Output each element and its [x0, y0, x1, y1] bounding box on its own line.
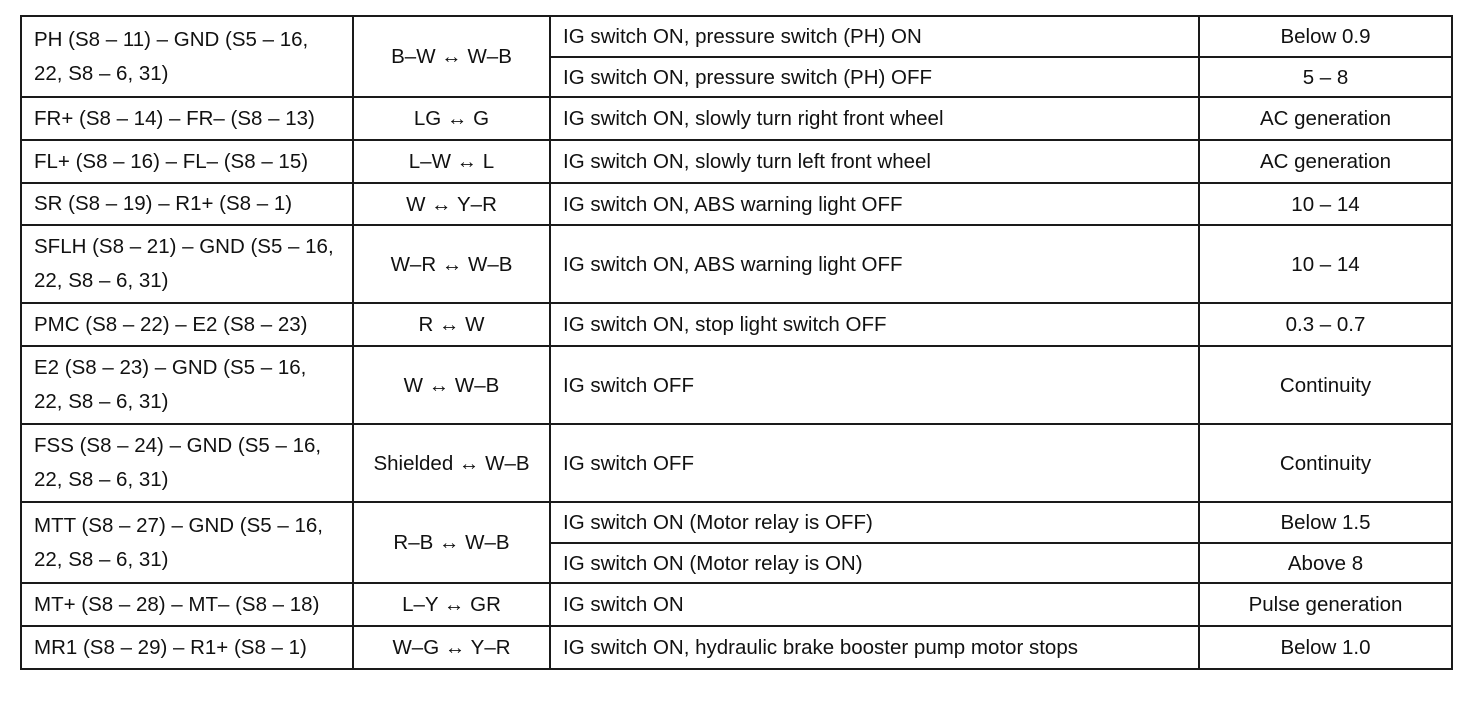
condition-cell: IG switch ON, pressure switch (PH) OFF	[550, 57, 1199, 97]
table-row	[21, 346, 1452, 424]
table-row	[21, 140, 1452, 183]
specified-condition-cell: Below 0.9	[1199, 16, 1452, 57]
wiring-color-cell: Shielded ↔ W–B	[353, 424, 550, 502]
terminal-cell: PH (S8 – 11) – GND (S5 – 16, 22, S8 – 6, 31)	[21, 16, 353, 97]
specified-condition-cell: 0.3 – 0.7	[1199, 303, 1452, 346]
specified-condition-cell: 5 – 8	[1199, 57, 1452, 97]
condition-cell: IG switch OFF	[550, 424, 1199, 502]
table-row	[21, 502, 1452, 543]
table-row	[21, 424, 1452, 502]
condition-cell: IG switch OFF	[550, 346, 1199, 424]
inspection-table-body	[21, 16, 1452, 669]
table-row	[21, 183, 1452, 225]
specified-condition-cell: Above 8	[1199, 543, 1452, 583]
terminal-cell: MR1 (S8 – 29) – R1+ (S8 – 1)	[21, 626, 353, 669]
wiring-color-cell: L–Y ↔ GR	[353, 583, 550, 626]
wiring-color-cell: B–W ↔ W–B	[353, 16, 550, 97]
table-row	[21, 583, 1452, 626]
terminal-cell: MT+ (S8 – 28) – MT– (S8 – 18)	[21, 583, 353, 626]
wiring-color-cell: R–B ↔ W–B	[353, 502, 550, 583]
condition-cell: IG switch ON, ABS warning light OFF	[550, 183, 1199, 225]
condition-cell: IG switch ON, ABS warning light OFF	[550, 225, 1199, 303]
table-row	[21, 225, 1452, 303]
condition-cell: IG switch ON, slowly turn left front wheel	[550, 140, 1199, 183]
terminal-cell: FR+ (S8 – 14) – FR– (S8 – 13)	[21, 97, 353, 140]
terminal-cell: SFLH (S8 – 21) – GND (S5 – 16, 22, S8 – 6, 31)	[21, 225, 353, 303]
terminal-cell: MTT (S8 – 27) – GND (S5 – 16, 22, S8 – 6, 31)	[21, 502, 353, 583]
wiring-color-cell: W ↔ Y–R	[353, 183, 550, 225]
wiring-color-cell: W–G ↔ Y–R	[353, 626, 550, 669]
specified-condition-cell: AC generation	[1199, 140, 1452, 183]
terminal-cell: SR (S8 – 19) – R1+ (S8 – 1)	[21, 183, 353, 225]
wiring-color-cell: LG ↔ G	[353, 97, 550, 140]
condition-cell: IG switch ON, slowly turn right front wheel	[550, 97, 1199, 140]
terminal-cell: FSS (S8 – 24) – GND (S5 – 16, 22, S8 – 6, 31)	[21, 424, 353, 502]
wiring-color-cell: W–R ↔ W–B	[353, 225, 550, 303]
terminal-cell: PMC (S8 – 22) – E2 (S8 – 23)	[21, 303, 353, 346]
specified-condition-cell: 10 – 14	[1199, 183, 1452, 225]
condition-cell: IG switch ON, hydraulic brake booster pump motor stops	[550, 626, 1199, 669]
condition-cell: IG switch ON (Motor relay is OFF)	[550, 502, 1199, 543]
specified-condition-cell: 10 – 14	[1199, 225, 1452, 303]
wiring-color-cell: R ↔ W	[353, 303, 550, 346]
table-row	[21, 97, 1452, 140]
table-row	[21, 626, 1452, 669]
wiring-color-cell: W ↔ W–B	[353, 346, 550, 424]
terminal-cell: FL+ (S8 – 16) – FL– (S8 – 15)	[21, 140, 353, 183]
table-row	[21, 303, 1452, 346]
terminal-cell: E2 (S8 – 23) – GND (S5 – 16, 22, S8 – 6, 31)	[21, 346, 353, 424]
specified-condition-cell: Continuity	[1199, 424, 1452, 502]
condition-cell: IG switch ON	[550, 583, 1199, 626]
specified-condition-cell: Pulse generation	[1199, 583, 1452, 626]
specified-condition-cell: Below 1.5	[1199, 502, 1452, 543]
specified-condition-cell: AC generation	[1199, 97, 1452, 140]
condition-cell: IG switch ON (Motor relay is ON)	[550, 543, 1199, 583]
wiring-color-cell: L–W ↔ L	[353, 140, 550, 183]
specified-condition-cell: Continuity	[1199, 346, 1452, 424]
inspection-table	[20, 15, 1453, 670]
condition-cell: IG switch ON, pressure switch (PH) ON	[550, 16, 1199, 57]
table-row	[21, 16, 1452, 57]
condition-cell: IG switch ON, stop light switch OFF	[550, 303, 1199, 346]
specified-condition-cell: Below 1.0	[1199, 626, 1452, 669]
